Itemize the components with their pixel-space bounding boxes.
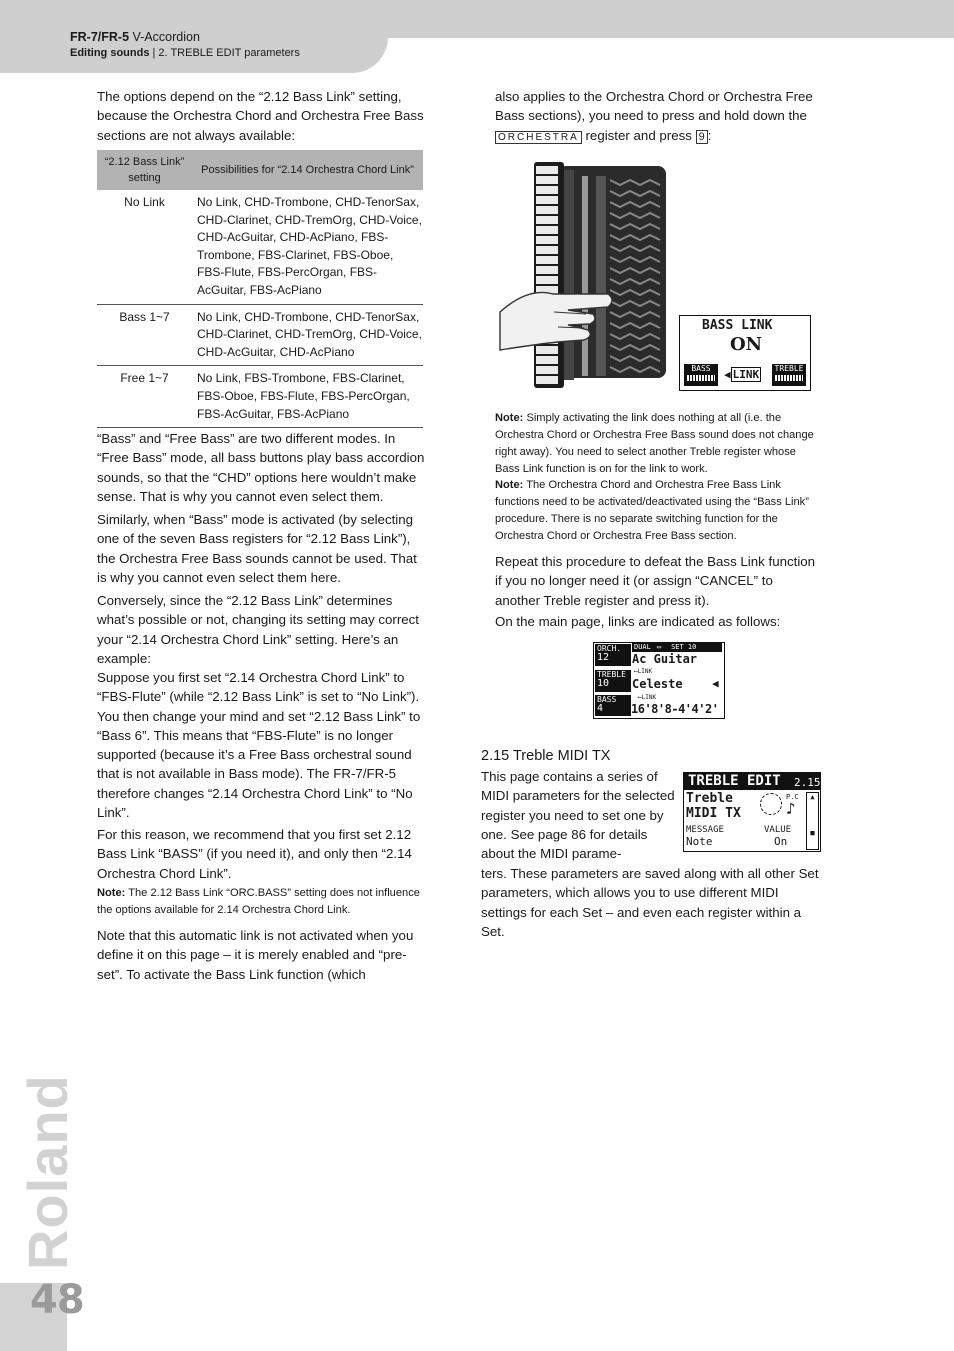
lcd-sound-orch: Ac Guitar — [632, 652, 698, 666]
lcd-bass-tab: BASS 4 — [595, 695, 631, 716]
lcd-treble-tab: TREBLE 10 — [595, 670, 631, 692]
section-heading-treble-midi-tx: 2.15 Treble MIDI TX — [481, 748, 611, 764]
paragraph-midi-tx-1: This page contains a series of MIDI parameters for the selected register you need to set one by one. See page 86 for details about the MIDI parame- — [481, 769, 675, 862]
lcd-title: TREBLE EDIT — [688, 773, 781, 789]
note-link-functions: Note: The Orchestra Chord and Orchestra Free Bass Link functions need to be activated/deactivated using the “Bass Link” procedure. There is no separate switching function for the Orchestra Chord or Orchestra Free Bass section. — [495, 479, 809, 542]
lcd-message-label: MESSAGE — [686, 825, 724, 835]
paragraph-automatic-link: Note that this automatic link is not activated when you define it on this page – it is merely enabled and “pre-set”. To activate the Bass Link function (which — [97, 928, 414, 982]
header-title: FR-7/FR-5 V-Accordion — [70, 30, 200, 44]
table-row: No Link No Link, CHD-Trombone, CHD-TenorSax, CHD-Clarinet, CHD-TremOrg, CHD-Voice, CHD-AcGuitar, CHD-AcPiano, FBS-Trombone, FBS-Clarinet, FBS-Oboe, FBS-Flute, FBS-PercOrgan, FBS-AcGuitar, FBS-AcPiano — [97, 190, 423, 304]
lcd-bass-tab: BASS — [684, 364, 718, 386]
header-subtitle: Editing sounds | 2. TREBLE EDIT parameters — [70, 47, 300, 59]
lcd-treble-tab: TREBLE — [772, 364, 806, 386]
lcd-footage: 16'8'8-4'4'2' — [631, 702, 719, 716]
lcd-scrollbar: ▲ ■ — [806, 792, 819, 850]
paragraph-recommend: For this reason, we recommend that you first set 2.12 Bass Link “BASS” (if you need it), and only then “2.14 Orchestra Chord Link”. — [97, 827, 412, 881]
lcd-dial-icon — [760, 793, 782, 815]
table-row: Free 1~7 No Link, FBS-Trombone, FBS-Clarinet, FBS-Oboe, FBS-Flute, FBS-PercOrgan, FBS-AcGuitar, FBS-AcPiano — [97, 366, 423, 428]
lcd-bass-link — [679, 315, 811, 391]
note-orc-bass: Note: The 2.12 Bass Link “ORC.BASS” setting does not influence the options available for 2.14 Orchestra Chord Link. — [97, 887, 420, 916]
lcd-message-value: Note — [686, 835, 713, 848]
paragraph-example: Suppose you first set “2.14 Orchestra Chord Link” to “FBS-Flute” (while “2.12 Bass Link” is set to “No Link”). You then change your mind and set “2.12 Bass Link” to “Bass 6”. This means that “FBS-Flute” is no longer supported (because it’s a Free Bass orchestral sound that is not available in Bass mode). The FR-7/FR-5 therefore changes “2.14 Orchestra Chord Link” to “No Link”. — [97, 670, 421, 821]
lcd-pc-label: P.C — [786, 793, 799, 801]
lcd-cursor-icon: ◀ — [712, 677, 719, 690]
lcd-page-number: 2.15 — [794, 776, 821, 789]
table-header-possibilities: Possibilities for “2.14 Orchestra Chord Link” — [192, 150, 423, 190]
paragraph-activate: also applies to the Orchestra Chord or Orchestra Free Bass sections), you need to press and hold down the ORCHESTRA register and press 9 : — [495, 89, 813, 143]
intro-paragraph: The options depend on the “2.12 Bass Link” setting, because the Orchestra Chord and Orchestra Free Bass sections are not always available: — [97, 89, 424, 143]
lcd-music-note-icon: ♪ — [786, 799, 796, 818]
paragraph-midi-tx-2: ters. These parameters are saved along with all other Set parameters, which allows you to use different MIDI settings for each Set – and even each register within a Set. — [481, 866, 819, 939]
lcd-link-arrow: ◀ LINK — [724, 368, 760, 381]
lcd-bass-link-title: BASS LINK — [702, 318, 773, 333]
paragraph-conversely: Conversely, since the “2.12 Bass Link” determines what’s possible or not, changing its setting may correct your “2.14 Orchestra Chord Link” setting. Here’s an example: — [97, 593, 419, 666]
lcd-value-value: On — [774, 835, 788, 848]
lcd-label-midi-tx: MIDI TX — [686, 806, 741, 821]
orchestra-register-button: ORCHESTRA — [495, 131, 582, 144]
paragraph-main-page: On the main page, links are indicated as follows: — [495, 614, 781, 629]
accordion-illustration — [498, 162, 670, 392]
lcd-bass-link-value: ON — [730, 334, 763, 355]
lcd-label-treble: Treble — [686, 791, 733, 806]
paragraph-repeat: Repeat this procedure to defeat the Bass Link function if you no longer need it (or assign “CANCEL” to another Treble register and press it). — [495, 554, 816, 608]
page-number: 48 — [30, 1277, 84, 1323]
paragraph-bass-modes: “Bass” and “Free Bass” are two different modes. In “Free Bass” mode, all bass buttons play bass accordion sounds, so that the “CHD” options here wouldn’t make sense. That is why you cannot even select them. — [97, 431, 425, 504]
paragraph-bass-mode: Similarly, when “Bass” mode is activated (by selecting one of the seven Bass registers for “2.12 Bass Link”), the Orchestra Free Bass sounds cannot be used. That is why you cannot even select them here. — [97, 512, 417, 585]
number-9-button: 9 — [696, 130, 708, 144]
roland-logo: Roland — [16, 1074, 79, 1270]
lcd-main-page — [593, 642, 725, 719]
lcd-dual-bar: DUAL ▭ SET 10 — [632, 643, 722, 652]
table-row: Bass 1~7 No Link, CHD-Trombone, CHD-TenorSax, CHD-Clarinet, CHD-TremOrg, CHD-Voice, CHD-AcGuitar, CHD-AcPiano — [97, 304, 423, 366]
table-header-setting: “2.12 Bass Link” setting — [97, 150, 192, 190]
note-link-does-nothing: Note: Simply activating the link does nothing at all (i.e. the Orchestra Chord or Orchestra Free Bass sound does not change right away). You need to select another Treble register whose Bass Link function is on for the link to work. — [495, 412, 814, 475]
lcd-link-indicator: ⟵LINK — [634, 668, 653, 675]
bass-link-table — [97, 150, 423, 428]
lcd-link-indicator-2: ⟵LINK — [638, 694, 657, 701]
lcd-value-label: VALUE — [764, 825, 792, 835]
lcd-treble-edit — [683, 772, 821, 852]
lcd-orch-tab: ORCH. 12 — [595, 644, 631, 666]
lcd-sound-treble: Celeste — [632, 677, 683, 691]
